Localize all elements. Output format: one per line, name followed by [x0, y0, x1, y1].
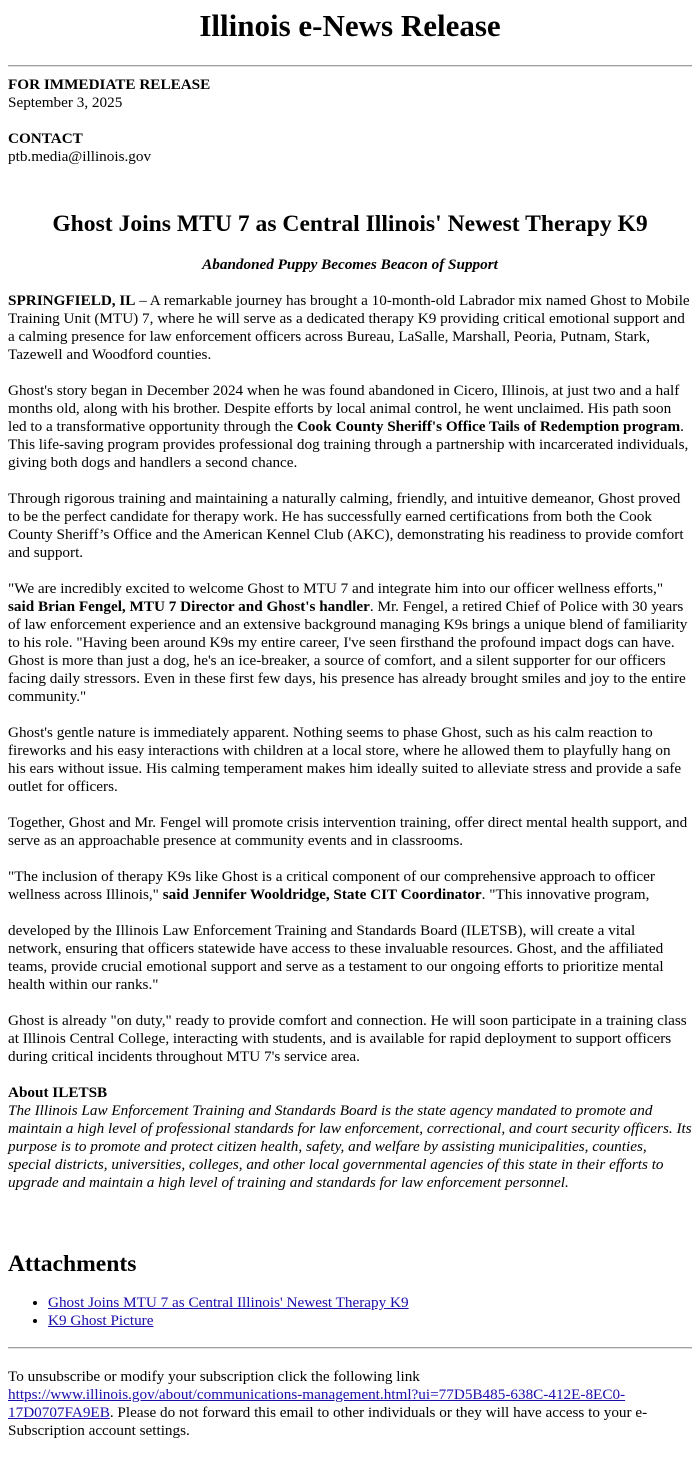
article-headline: Ghost Joins MTU 7 as Central Illinois' Newest Therapy K9: [52, 211, 648, 237]
bottom-divider: [8, 1347, 692, 1349]
attachment-link-picture[interactable]: K9 Ghost Picture: [48, 1312, 154, 1329]
unsubscribe-text-a: To unsubscribe or modify your subscription click the following link: [8, 1368, 420, 1385]
paragraph-1: [8, 292, 692, 364]
paragraph-5: Ghost's gentle nature is immediately apparent. Nothing seems to phase Ghost, such as his calm reaction to fireworks and his easy interactions with children at a local store, where he allowed them to playfully hang on his ears without issue. His calming temperament makes him ideally suited to alleviate stress and provide a safe outlet for officers.: [8, 724, 682, 795]
top-divider: [8, 65, 692, 67]
release-info: [8, 76, 692, 112]
release-label: FOR IMMEDIATE RELEASE: [8, 76, 211, 93]
paragraph-8: developed by the Illinois Law Enforcement Training and Standards Board (ILETSB), will create a vital network, ensuring that officers statewide have access to these invaluable resources. Ghost, and the affiliated teams, provide crucial emotional support and serve as a testament to our ongoing efforts to prioritize mental health within our ranks.": [8, 922, 664, 993]
paragraph-9: Ghost is already "on duty," ready to provide comfort and connection. He will soon participate in a training class at Illinois Central College, interacting with students, and is available for rapid deployment to support officers during critical incidents throughout MTU 7's service area.: [8, 1012, 687, 1065]
paragraph-4-text-a: "We are incredibly excited to welcome Ghost to MTU 7 and integrate him into our officer wellness efforts,": [8, 580, 664, 597]
page-title: Illinois e-News Release: [199, 8, 501, 43]
email-body: [0, 65, 700, 1440]
paragraph-7: [8, 868, 692, 904]
quote-attribution-fengel: said Brian Fengel, MTU 7 Director and Ghost's handler: [8, 598, 370, 615]
paragraph-3: Through rigorous training and maintaining a naturally calming, friendly, and intuitive demeanor, Ghost proved to be the perfect candidate for therapy work. He has successfully earned certifications from both the Cook County Sheriff’s Office and the American Kennel Club (AKC), demonstrating his readiness to provide comfort and support.: [8, 490, 684, 561]
attachments-list: [8, 1294, 692, 1330]
paragraph-2-text-b: . This life-saving program provides professional dog training through a partnership with incarcerated individuals, giving both dogs and handlers a second chance.: [8, 418, 689, 471]
paragraph-1-text: – A remarkable journey has brought a 10-month-old Labrador mix named Ghost to Mobile Training Unit (MTU) 7, where he will serve as a dedicated therapy K9 providing critical emotional support and a calming presence for law enforcement officers across Bureau, LaSalle, Marshall, Peoria, Putnam, Stark, Tazewell and Woodford counties.: [8, 292, 690, 363]
about-title: About ILETSB: [8, 1084, 108, 1101]
unsubscribe-notice: [8, 1368, 692, 1440]
subscription-management-link[interactable]: https://www.illinois.gov/about/communications-management.html?ui=77D5B485-638C-412E-8EC0-17D0707FA9EB: [8, 1386, 626, 1421]
program-name: Cook County Sheriff's Office Tails of Redemption program: [296, 418, 681, 435]
paragraph-7-text-a: "The inclusion of therapy K9s like Ghost is a critical component of our comprehensive approach to officer wellness across Illinois,": [8, 868, 655, 903]
attachment-item: [48, 1312, 692, 1330]
contact-email: ptb.media@illinois.gov: [8, 148, 152, 165]
quote-attribution-wooldridge: said Jennifer Wooldridge, State CIT Coordinator: [162, 886, 482, 903]
paragraph-2: [8, 382, 692, 472]
about-section: [8, 1084, 692, 1192]
attachments-title: Attachments: [8, 1251, 137, 1277]
about-text: The Illinois Law Enforcement Training and Standards Board is the state agency mandated to promote and maintain a high level of professional standards for law enforcement, correctional, and court security officers. Its purpose is to promote and protect citizen health, safety, and welfare by assisting municipalities, counties, special districts, universities, colleges, and other local governmental agencies of this state in their efforts to upgrade and maintain a high level of training and standards for law enforcement personnel.: [8, 1102, 692, 1191]
article-subtitle: Abandoned Puppy Becomes Beacon of Support: [202, 256, 498, 273]
unsubscribe-text-b: . Please do not forward this email to other individuals or they will have access to your e-Subscription account settings.: [8, 1404, 648, 1439]
paragraph-4-text-b: . Mr. Fengel, a retired Chief of Police with 30 years of law enforcement experience and an extensive background managing K9s brings a unique blend of familiarity to his role. "Having been around K9s my entire career, I've seen firsthand the profound impact dogs can have. Ghost is more than just a dog, he's an ice-breaker, a source of comfort, and a silent supporter for our officers facing daily stressors. Even in these first few days, his presence has already brought smiles and joy to the entire community.": [8, 598, 688, 705]
attachment-link-release[interactable]: Ghost Joins MTU 7 as Central Illinois' Newest Therapy K9: [48, 1294, 409, 1311]
dateline: SPRINGFIELD, IL: [8, 292, 136, 309]
paragraph-6: Together, Ghost and Mr. Fengel will promote crisis intervention training, offer direct mental health support, and serve as an approachable presence at community events and in classrooms.: [8, 814, 688, 849]
contact-info: [8, 130, 692, 166]
paragraph-2-text-a: Ghost's story began in December 2024 when he was found abandoned in Cicero, Illinois, at just two and a half months old, along with his brother. Despite efforts by local animal control, he went unclaimed. His path soon led to a transformative opportunity through the: [8, 382, 680, 435]
paragraph-4: [8, 580, 692, 706]
release-date: September 3, 2025: [8, 94, 123, 111]
contact-label: CONTACT: [8, 130, 83, 147]
paragraph-7-text-b: . "This innovative program,: [481, 886, 650, 903]
attachment-item: [48, 1294, 692, 1312]
